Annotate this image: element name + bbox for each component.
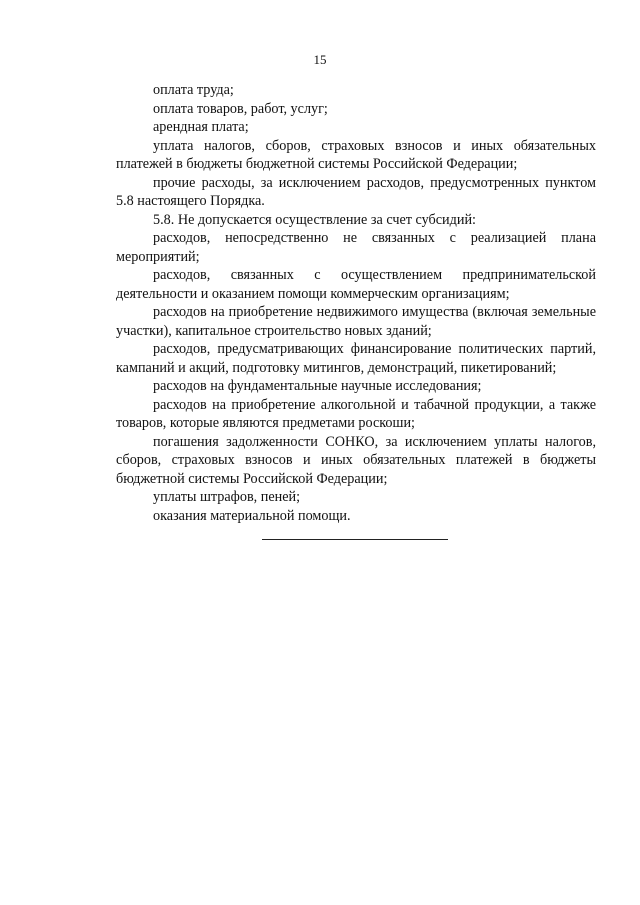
paragraph-political-financing: расходов, предусматривающих финансирование политических партий, кампаний и акций, подготовку митингов, демонстраций, пикетирований; (116, 341, 596, 376)
page-number: 15 (313, 52, 327, 67)
paragraph-material-aid: оказания материальной помощи. (153, 507, 351, 524)
paragraph-fines: уплаты штрафов, пеней; (153, 489, 301, 505)
paragraph-research: расходов на фундаментальные научные исследования; (153, 378, 482, 394)
paragraph-labor-payment: оплата труда; (153, 82, 234, 98)
paragraph-debt-repayment: погашения задолженности СОНКО, за исключением уплаты налогов, сборов, страховых взносов и иных обязательных платежей в бюджеты бюджетной системы Российской Федерации; (116, 433, 596, 487)
paragraph-unrelated-expenses: расходов, непосредственно не связанных с реализацией плана мероприятий; (116, 230, 596, 265)
paragraph-taxes: уплата налогов, сборов, страховых взносов и иных обязательных платежей в бюджеты бюджетной системы Российской Федерации; (116, 137, 596, 172)
end-divider (262, 539, 448, 540)
paragraph-real-estate: расходов на приобретение недвижимого имущества (включая земельные участки), капитальное строительство новых зданий; (116, 304, 596, 339)
document-body (116, 81, 596, 525)
paragraph-other-expenses: прочие расходы, за исключением расходов, предусмотренных пунктом 5.8 настоящего Порядка. (116, 174, 596, 209)
paragraph-business-expenses: расходов, связанных с осуществлением предпринимательской деятельности и оказанием помощи коммерческим организациям; (116, 267, 596, 302)
paragraph-goods-payment: оплата товаров, работ, услуг; (153, 100, 328, 117)
paragraph-rent: арендная плата; (153, 119, 249, 135)
paragraph-alcohol-tobacco: расходов на приобретение алкогольной и табачной продукции, а также товаров, которые являются предметами роскоши; (116, 396, 596, 431)
section-heading-5-8: 5.8. Не допускается осуществление за счет субсидий: (153, 211, 476, 228)
